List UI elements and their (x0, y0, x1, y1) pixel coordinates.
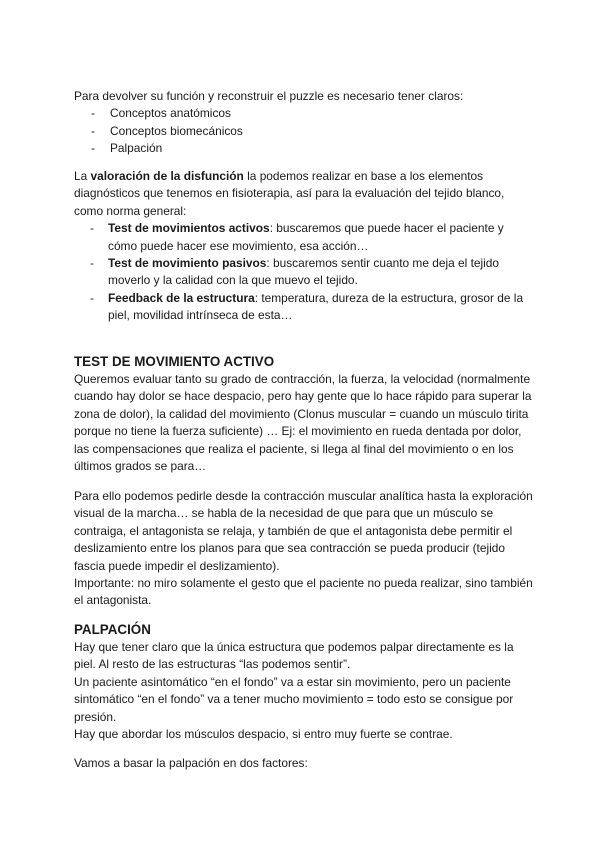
section-heading: TEST DE MOVIMIENTO ACTIVO (74, 354, 275, 369)
intro-section (74, 88, 534, 158)
list-item: - Palpación (74, 140, 534, 157)
paragraph: Vamos a basar la palpación en dos factores: (74, 756, 308, 770)
palpacion-continued (74, 755, 534, 772)
paragraph: Queremos evaluar tanto su grado de contracción, la fuerza, la velocidad (normalmente cuando hay dolor se hace despacio, pero hay gente que lo hace rápido para superar la zona de dolor), la calidad del movimiento (Clonus muscular = cuando un músculo tirita porque no tiene la fuerza suficiente) … Ej: el movimiento en rueda dentada por dolor, las compensaciones que realiza el paciente, si llega al final del movimiento o en los últimos grados se para… (74, 372, 532, 474)
intro-paragraph: Para devolver su función y reconstruir el puzzle es necesario tener claros: (74, 89, 464, 103)
valoracion-bold: valoración de la disfunción (90, 169, 244, 183)
valoracion-list (74, 220, 534, 324)
intro-list (74, 105, 534, 157)
valoracion-prefix: La (74, 169, 91, 183)
list-item-bold: Feedback de la estructura (108, 290, 255, 305)
list-item-text: : buscaremos que puede hacer el paciente y cómo puede hacer ese movimiento, esa acción… (108, 221, 504, 253)
list-item (74, 290, 534, 325)
list-item: - Conceptos biomecánicos (74, 123, 534, 140)
list-item-bold: Test de movimientos activos (108, 221, 270, 236)
list-item-bold: Test de movimiento pasivos (108, 256, 267, 271)
valoracion-paragraph (74, 168, 534, 220)
list-item (74, 220, 534, 255)
test-activo-continued (74, 488, 534, 610)
paragraph: Un paciente asintomático “en el fondo” va a estar sin movimiento, pero un paciente sintomático “en el fondo” va a tener mucho movimiento = todo esto se consigue por presión. (74, 674, 514, 724)
paragraph: Para ello podemos pedirle desde la contracción muscular analítica hasta la exploración visual de la marcha… se habla de la necesidad de que para que un músculo se contraiga, el antagonista se relaja, y también de que el antagonista debe permitir el deslizamiento entre los planos para que sea contracción se pueda producir (tejido fascia puede impedir el deslizamiento). (74, 489, 533, 573)
paragraph: Importante: no miro solamente el gesto que el paciente no pueda realizar, sino también el antagonista. (74, 576, 533, 608)
list-item: - Conceptos anatómicos (74, 105, 534, 122)
paragraph: Hay que abordar los músculos despacio, si entro muy fuerte se contrae. (74, 727, 453, 742)
palpacion-section (74, 621, 534, 743)
list-item-text: : temperatura, dureza de la estructura, grosor de la piel, movilidad intrínseca de esta… (108, 290, 524, 323)
section-heading: PALPACIÓN (74, 622, 151, 637)
valoracion-section (74, 168, 534, 325)
paragraph: Hay que tener claro que la única estructura que podemos palpar directamente es la piel. Al resto de las estructuras “las podemos sentir”. (74, 640, 514, 672)
list-item (74, 255, 534, 290)
test-activo-section (74, 353, 534, 475)
valoracion-rest: la podemos realizar en base a los elementos diagnósticos que tenemos en fisioterapia, así para la evaluación del tejido blanco, como norma general: (74, 169, 505, 218)
list-item-text: : buscaremos sentir cuanto me deja el tejido moverlo y la calidad con la que muevo el tejido. (108, 256, 500, 288)
